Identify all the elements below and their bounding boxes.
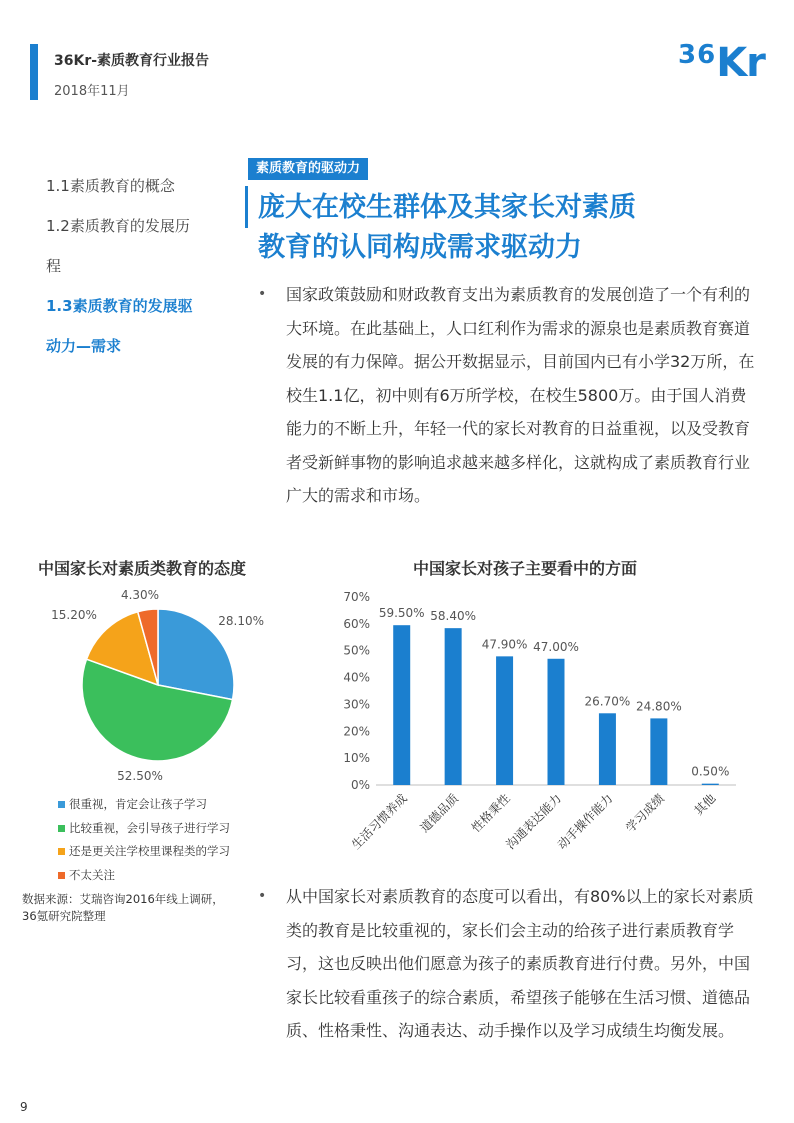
brand-logo xyxy=(678,40,765,86)
toc-item-concept[interactable]: 1.1素质教育的概念 xyxy=(46,177,175,195)
header-accent-bar xyxy=(30,44,38,100)
toc-item-history-line2: 程 xyxy=(46,257,62,275)
legend-label: 还是更关注学校里课程类的学习 xyxy=(69,844,230,858)
pie-slice-label: 4.30% xyxy=(120,588,160,602)
legend-swatch xyxy=(58,801,65,808)
section-tag: 素质教育的驱动力 xyxy=(248,158,368,180)
y-tick-label: 60% xyxy=(343,616,370,631)
x-category-label: 沟通表达能力 xyxy=(503,791,565,853)
bar xyxy=(548,659,565,785)
y-tick-label: 70% xyxy=(343,590,370,604)
bar-value-label: 26.70% xyxy=(584,694,631,709)
logo-kr: Kr xyxy=(716,40,765,86)
report-title: 36Kr-素质教育行业报告 xyxy=(54,53,210,69)
bullet-icon: • xyxy=(258,888,267,904)
legend-item xyxy=(58,793,230,817)
legend-item xyxy=(58,864,230,888)
legend-swatch xyxy=(58,848,65,855)
x-category-label: 道德品质 xyxy=(417,791,462,836)
bar-value-label: 59.50% xyxy=(378,606,425,621)
x-category-label: 学习成绩 xyxy=(623,791,667,836)
paragraph-demand-text: 国家政策鼓励和财政教育支出为素质教育的发展创造了一个有利的大环境。在此基础上，人口红利作为需求的源泉也是素质教育赛道发展的有力保障。据公开数据显示，目前国内已有小学32万所，在校生1.1亿，初中则有6万所学校，在校生5800万。由于国人消费能力的不断上升，年轻一代的家长对教育的日益重视，以及受教育者受新鲜事物的影响追求越来越多样化，这就构成了素质教育行业广大的需求和市场。 xyxy=(286,285,755,505)
toc-item-driver-line1: 1.3素质教育的发展驱 xyxy=(46,297,193,315)
x-category-label: 动手操作能力 xyxy=(554,791,616,853)
bar xyxy=(393,625,410,785)
legend-item xyxy=(58,840,230,864)
bar xyxy=(496,656,513,785)
toc-item-driver-active[interactable] xyxy=(46,286,226,366)
pie-legend xyxy=(58,793,230,887)
toc-item-driver-line2: 动力—需求 xyxy=(46,337,122,355)
logo-36: 36 xyxy=(678,40,717,70)
legend-label: 比较重视，会引导孩子进行学习 xyxy=(69,820,230,835)
x-category-label: 性格秉性 xyxy=(468,791,513,836)
page-number: 9 xyxy=(20,1100,28,1114)
headline-line1: 庞大在校生群体及其家长对素质 xyxy=(258,192,636,223)
toc-item-history-line1: 1.2素质教育的发展历 xyxy=(46,217,190,235)
y-tick-label: 40% xyxy=(343,670,370,685)
legend-item xyxy=(58,817,230,841)
bar-value-label: 58.40% xyxy=(430,609,477,624)
x-category-label: 其他 xyxy=(691,791,719,819)
report-date: 2018年11月 xyxy=(54,84,130,99)
legend-label: 不太关注 xyxy=(69,867,115,882)
y-tick-label: 30% xyxy=(343,697,370,712)
paragraph-analysis-text: 从中国家长对素质教育的态度可以看出，有80%以上的家长对素质类的教育是比较重视的，家长们会主动的给孩子进行素质教育学习，这也反映出他们愿意为孩子的素质教育进行付费。另外，中国家长比较看重孩子的综合素质，希望孩子能够在生活习惯、道德品质、性格秉性、沟通表达、动手操作以及学习成绩生均衡发展。 xyxy=(286,887,754,1040)
source-line2: 36氪研究院整理 xyxy=(22,909,106,923)
paragraph-analysis xyxy=(258,880,756,1048)
legend-label: 很重视，肯定会让孩子学习 xyxy=(69,797,207,811)
y-tick-label: 20% xyxy=(343,724,370,739)
y-tick-label: 10% xyxy=(343,751,370,766)
pie-chart-title: 中国家长对素质类教育的态度 xyxy=(38,559,247,578)
pie-slice-label: 15.20% xyxy=(51,608,97,622)
bar-value-label: 0.50% xyxy=(691,764,730,779)
bar xyxy=(445,628,462,785)
bullet-icon: • xyxy=(258,286,267,302)
bar-chart xyxy=(330,585,750,860)
pie-slice-label: 28.10% xyxy=(218,614,264,628)
table-of-contents xyxy=(46,166,226,366)
x-category-label: 生活习惯养成 xyxy=(349,791,410,853)
bar-chart-title: 中国家长对孩子主要看中的方面 xyxy=(413,559,638,578)
toc-item-history[interactable] xyxy=(46,206,226,286)
bar xyxy=(702,784,719,785)
paragraph-demand xyxy=(258,278,756,513)
legend-swatch xyxy=(58,825,65,832)
bar xyxy=(650,718,667,785)
data-source-note xyxy=(22,891,252,925)
bar-value-label: 24.80% xyxy=(635,699,682,714)
y-tick-label: 50% xyxy=(343,643,370,658)
headline-line2: 教育的认同构成需求驱动力 xyxy=(258,232,582,263)
y-tick-label: 0% xyxy=(350,778,370,792)
pie-slice-label: 52.50% xyxy=(117,769,163,783)
bar xyxy=(599,713,616,785)
source-line1: 数据来源：艾瑞咨询2016年线上调研， xyxy=(22,892,224,906)
bar-value-label: 47.00% xyxy=(533,639,579,654)
bar-value-label: 47.90% xyxy=(481,637,528,652)
section-headline xyxy=(258,188,738,268)
headline-accent-bar xyxy=(245,186,248,228)
pie-chart xyxy=(30,585,270,790)
legend-swatch xyxy=(58,872,65,879)
